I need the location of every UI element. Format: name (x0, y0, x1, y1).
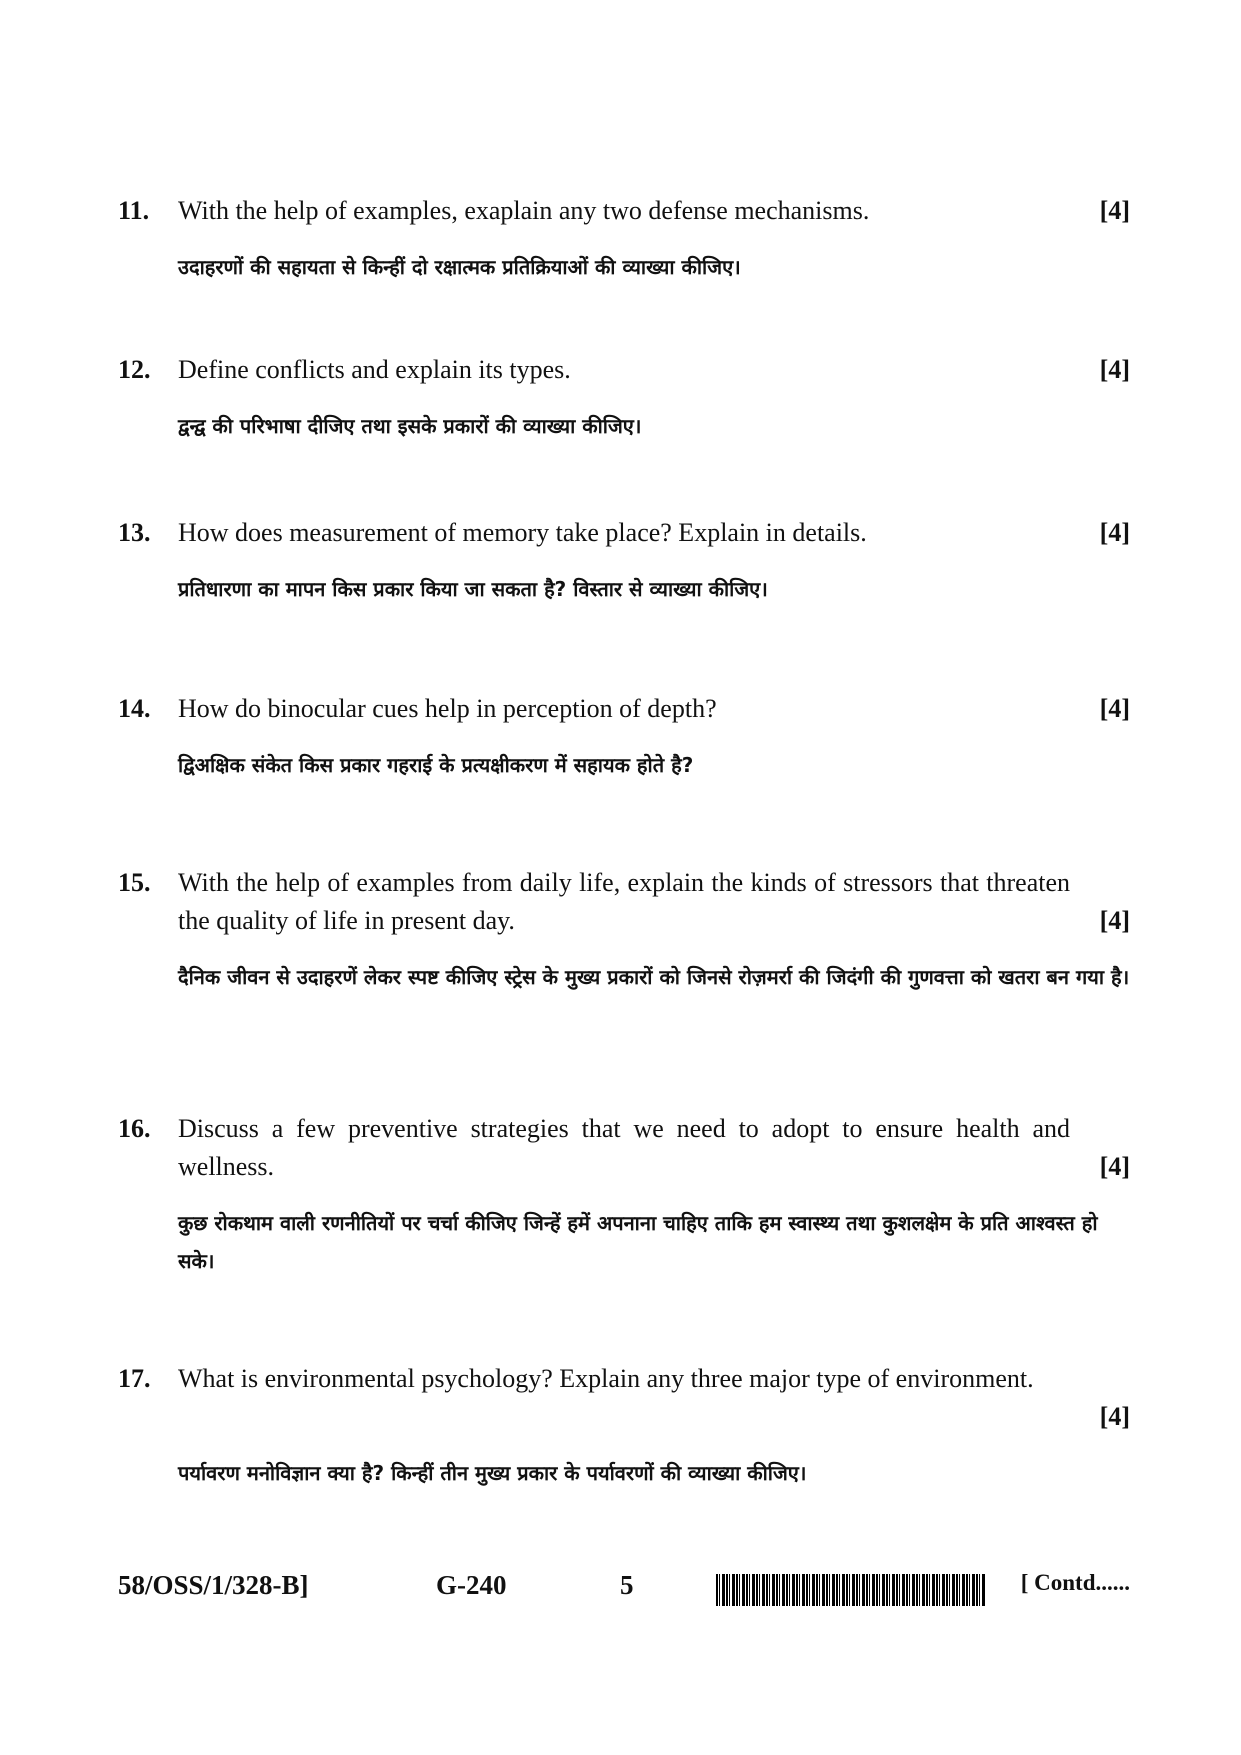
question-english: What is environmental psychology? Explain any three major type of environment. (178, 1364, 1034, 1393)
marks: [4] (1099, 518, 1130, 547)
question-number: 16. (118, 1114, 151, 1143)
question-number: 11. (118, 196, 150, 225)
marks: [4] (1099, 355, 1130, 384)
marks: [4] (1099, 694, 1130, 723)
question-english: With the help of examples, exaplain any two defense mechanisms. (178, 196, 870, 225)
page-number: 5 (620, 1570, 634, 1600)
question-15 (118, 864, 1130, 996)
question-number: 12. (118, 355, 151, 384)
page-footer (118, 1570, 1130, 1610)
question-english: How do binocular cues help in perception of depth? (178, 694, 717, 723)
marks: [4] (1099, 196, 1130, 225)
question-16 (118, 1110, 1130, 1280)
marks: [4] (1099, 906, 1130, 935)
question-hindi: पर्यावरण मनोविज्ञान क्या है? किन्हीं तीन मुख्य प्रकार के पर्यावरणों की व्याख्या कीजिए। (178, 1461, 807, 1485)
question-17 (118, 1360, 1130, 1492)
question-english: Define conflicts and explain its types. (178, 355, 571, 384)
question-number: 14. (118, 694, 151, 723)
question-number: 13. (118, 518, 151, 547)
question-hindi: कुछ रोकथाम वाली रणनीतियों पर चर्चा कीजिए जिन्हें हमें अपनाना चाहिए ताकि हम स्वास्थ्य तथा कुशलक्षेम के प्रति आश्वस्त हो सके। (178, 1211, 1098, 1273)
question-english: Discuss a few preventive strategies that we need to adopt to ensure health and wellness. (178, 1114, 1070, 1181)
question-english: With the help of examples from daily life, explain the kinds of stressors that threaten the quality of life in present day. (178, 868, 1070, 935)
continued-label: [ Contd...... (1020, 1570, 1130, 1595)
barcode (716, 1574, 986, 1606)
question-hindi: द्विअक्षिक संकेत किस प्रकार गहराई के प्रत्यक्षीकरण में सहायक होते है? (178, 753, 694, 777)
series-code: G-240 (436, 1570, 507, 1600)
question-12 (118, 351, 1130, 445)
question-hindi: दैनिक जीवन से उदाहरणें लेकर स्पष्ट कीजिए स्ट्रेस के मुख्य प्रकारों को जिनसे रोज़मर्रा की जिदंगी की गुणवत्ता को खतरा बन गया है। (178, 965, 1130, 989)
question-number: 17. (118, 1364, 151, 1393)
question-number: 15. (118, 868, 151, 897)
question-hindi: उदाहरणों की सहायता से किन्हीं दो रक्षात्मक प्रतिक्रियाओं की व्याख्या कीजिए। (178, 255, 741, 279)
marks: [4] (1099, 1152, 1130, 1181)
question-hindi: प्रतिधारणा का मापन किस प्रकार किया जा सकता है? विस्तार से व्याख्या कीजिए। (178, 577, 768, 601)
question-11 (118, 192, 1130, 286)
question-13 (118, 514, 1130, 608)
question-english: How does measurement of memory take place? Explain in details. (178, 518, 867, 547)
paper-code: 58/OSS/1/328-B] (118, 1570, 309, 1600)
question-14 (118, 690, 1130, 784)
marks: [4] (1099, 1402, 1130, 1431)
question-hindi: द्वन्द्व की परिभाषा दीजिए तथा इसके प्रकारों की व्याख्या कीजिए। (178, 414, 642, 438)
